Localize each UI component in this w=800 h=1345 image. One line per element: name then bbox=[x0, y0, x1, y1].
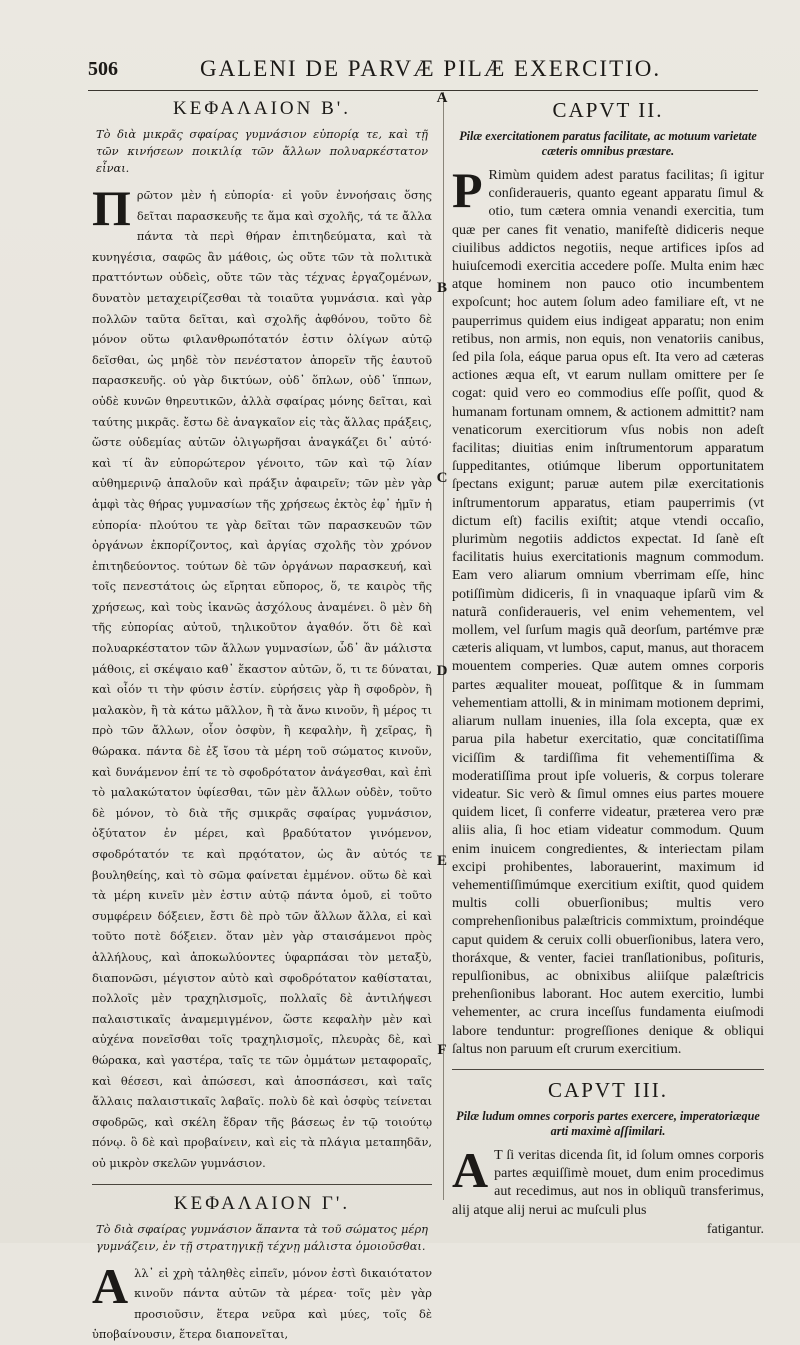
chapter-body-3 bbox=[452, 1141, 764, 1220]
greek-column bbox=[92, 94, 432, 1345]
margin-letter-f: F bbox=[437, 1042, 447, 1058]
margin-letters bbox=[434, 90, 450, 1190]
chapter-heading-g: ΚΕΦΑΛΑΙΟΝ Γ'. bbox=[173, 1192, 351, 1214]
margin-letter-a: A bbox=[436, 90, 448, 106]
section-rule-left bbox=[92, 1184, 432, 1185]
running-head: GALENI DE PARVÆ PILÆ EXERCITIO. bbox=[200, 56, 662, 81]
catchword: fatigantur. bbox=[706, 1221, 764, 1237]
chapter-heading-3: CAPVT III. bbox=[548, 1077, 668, 1102]
dropcap-b: Π bbox=[92, 180, 131, 236]
chapter-summary-3: Pilæ ludum omnes corporis partes exercere, imperatoriæque arti maximè aſſimilari. bbox=[456, 1108, 760, 1138]
chapter-summary-g: Τὸ διὰ σφαίρας γυμνάσιον ἅπαντα τὰ τοῦ σώματος μέρη γυμνάζειν, ἐν τῇ στρατηγικῇ τέχνῃ μάλιστα ὁμοιοῦσθαι. bbox=[96, 1221, 428, 1253]
chapter-heading-2: CAPVT II. bbox=[552, 98, 664, 122]
chapter-body-b bbox=[92, 180, 432, 1174]
latin-column bbox=[452, 94, 764, 1238]
dropcap-3: A bbox=[452, 1141, 489, 1198]
page-header bbox=[0, 52, 800, 86]
margin-letter-c: C bbox=[436, 470, 448, 486]
chapter-text-3: T ſi veritas dicenda ſit, id ſolum omnes corporis partes æquiſſimè mouet, dum enim procedimus aut recedimus, aut nos in obliquũ transferimus, alij atque alij nerui ac muſculi plus bbox=[452, 1147, 764, 1218]
chapter-heading-b: ΚΕΦΑΛΑΙΟΝ Β'. bbox=[173, 98, 351, 119]
chapter-text-2: Rimùm quidem adest paratus facilitas; ſi igitur conſideraueris, quanto egeant apparatu ſimul & otio, tum cætera omnia venandi exercitia, tum quæ per canes fit venatio, manifeſtè didiceris neque ciuilibus addictos negotiis, neque artifices ipſos ad huiuſcemodi exercitia accedere poſſe. Multa enim hæc atque hominem non pauco otio incumbentem expoſcunt; hoc autem ſolum adeo familiare eſt, vt ne pauperrimus quidem eius indigeat apparatu; non enim retibus, non armis, non equis, non venatoriis canibus, ſed pila ſola, eáque parua opus eſt. Ita vero ad cæteras actiones æqua eſt, vt earum nullam omittere per ſe cogat: quid vero eo commodius eſſe poſſit, quod & humanam fortunam omnem, & actionem admittit? nam venaticorum exercitiorum vſus nobis non adeſt facilitas; diuitias enim inſtrumentorum apparatum ſuppeditantes, otiúmque liberum opportunitatem ſpectans exigunt; paruæ autem pilæ exercitationis inſtrumentorum apparatus, etiam pauperrimis (vt dictum eſt) facilis exiſtit; atque vtendi occaſio, plurimùm negotiis addictos expectat. Id ſanè eſt facilitatis huius exercitationis magnum commodum. Eam vero aliarum omnium vberrimam eſſe, hinc potiſſimùm didiceris, ſi in vnaquaque ipſarũ vim & naturã conſideraueris, vel enim vehementem, vel mollem, vel ſurſum magis quã deorſum, partémve præ cæteris aliquam, vt lumbos, caput, manus, aut thoracem mouentem comperies. Quæ autem omnes corporis partes æqualiter moueat, poſſitque & in ſummam vehementiam attolli, & in minimam motionem deprimi, aliarum nullam inuenies, illa ſola excepta, quæ ex parua pila habetur exercitatio, quæ concitatiſſima viciſſim & tardiſſima fit vehementiſſima & moderatiſſima prout ipſe volueris, & corpus tolerare videatur. Sic verò & ſimul omnes eius partes mouere quidem licet, ſi conferre videatur, præterea vero præ aliis alia, ſi hoc etiam videatur commodum. Quum enim inuicem congredientes, & interiectam pilam excipi prohibentes, laborauerint, maximum id vehementiſſimúmque exercitium exiſtit, quod quidem multis colli obuerſionibus; multis vero comprehenſionibus palæſtricis commixtum, proindéque caput quidem & ceruix colli obuerſionibus, latera vero, thoráxque, & venter, faciei tranſlationibus, poſituris, repulſionibus, ac obnixibus aliiſque palæſtricis prehenſionibus laborant. Hoc autem exercitio, lumbi vehementer, ac crura inceſſus fundamenta eiuſmodi labore tenduntur: progreſſiones denique & obliqui ſaltus non paruum eſt crurum exercitium. bbox=[452, 168, 764, 1057]
margin-letter-e: E bbox=[436, 853, 447, 869]
chapter-text-b: ρῶτον μὲν ἡ εὐπορία· εἰ γοῦν ἐννοήσαις ὅσης δεῖται παρασκευῆς τε ἅμα καὶ σχολῆς, τά τε ἄλλα πάντα τὰ περὶ θήραν ἐπιτηδεύματα, καὶ τὰ κυνηγέσια, σαφῶς ἂν μάθοις, ὡς οὔτε τῶν τὰ πολιτικὰ πραττόντων οὐδεὶς, οὔτε τῶν τὰς τέχνας ἐργαζομένων, δυνατὸν μεταχειρίζεσθαι τὰ τοιαῦτα γυμνάσια. καὶ γὰρ πολλῶν ταῦτα δεῖται, καὶ σχολῆς ἀφθόνου, τοῦτο δὲ μόνον οὕτω φιλανθρωπότατόν ἐστιν ὀλίγων αὐτῷ δεῖσθαι, ὡς μηδὲ τὸν πενέστατον ἀπορεῖν τῆς ἑαυτοῦ παρασκευῆς. οὐ γὰρ δικτύων, οὐδ᾽ ὅπλων, οὐδ᾽ ἵππων, οὐδὲ κυνῶν θηρευτικῶν, ἀλλὰ σφαίρας μόνης δεῖται, καὶ ταύτης μικρᾶς. ἔστω δὲ ἀναγκαῖον εἰς τὰς ἄλλας πράξεις, ὥστε οὐδεμίας αὐτῶν ὀλιγωρῆσαι ἀναγκάζει δι᾽ αὐτό· καὶ τί ἂν εὐπορώτερον γένοιτο, τῶν καὶ τῷ λίαν αὐθημερινῷ ἀπαλοῦν καὶ πράξιν ἀφαιρεῖν; τῶν μὲν γὰρ ἀμφὶ τὰς θήρας γυμνασίων τῆς χρήσεως ἐκτὸς ἐφ᾽ ἡμῖν ἡ εὐπορία· πλούτου τε γὰρ δεῖται τῶν παρασκευῶν τῶν ὀργάνων ἐκπορίζοντος, καὶ ἀργίας σχολῆς τὸν χρόνον ἐπιτηδεύοντος. τούτων δὲ τῶν ὀργάνων παρασκευή, καὶ τοῖς πενεστάτοις ὡς εἴρηται εὔπορος, ὅ, τε καιρὸς τῆς χρήσεως, καὶ τοὺς ἱκανῶς ἀσχόλους ἀναμένει. ὃ μὲν δὴ τῆς εὐπορίας αὐτοῦ, τηλικοῦτον ἀγαθόν. ὅτι δὲ καὶ πολυαρκέστατον τῶν ἄλλων γυμνασίων, ὧδ᾽ ἂν μάλιστα μάθοις, εἰ σκέψαιο καθ᾽ ἕκαστον αὐτῶν, ὅ, τι τε δύναται, καὶ οἷόν τι τὴν φύσιν ἐστίν. εὑρήσεις γὰρ ἢ σφοδρὸν, ἢ μαλακὸν, ἢ τὰ κάτω μᾶλλον, ἢ τὰ ἄνω κινοῦν, ἢ μέρος τι πρὸ τῶν ἄλλων, οἷον ὀσφὺν, ἢ κεφαλὴν, ἢ χεῖρας, ἢ θώρακα. πάντα δὲ ἐξ ἴσου τὰ μέρη τοῦ σώματος κινοῦν, καὶ δυνάμενον ἐπί τε τὸ σφοδρότατον ἀνάγεσθαι, καὶ ἐπὶ τὸ μαλακώτατον ὑφίεσθαι, τῶν μὲν ἄλλων οὐδὲν, τοῦτο δὲ μόνον, τὸ διὰ τῆς σμικρᾶς σφαίρας γυμνάσιον, ὀξύτατον ἐν μέρει, καὶ βραδύτατον γινόμενον, σφοδρότατόν τε καὶ πρᾳότατον, ὡς ἂν αὐτός τε βουληθείης, καὶ τὸ σῶμα φαίνεται ἐμμένον. οὕτω δὲ καὶ τὰ μέρη κινεῖν μὲν ἐστιν αὐτῷ πάντα ὁμοῦ, εἰ τοῦτο συμφέρειν δόξειεν, ἔστι δὲ πρὸ τῶν ἄλλων ἄλλα, εἰ καὶ τοῦτο ποτὲ δόξειεν. ὅταν μὲν γὰρ σταισάμενοι πρὸς ἀλλήλους, καὶ ἀποκωλύοντες ὑφαρπάσαι τὸν μεταξὺ, διαπονῶσι, μέγιστον αὐτὸ καὶ σφοδρότατον καθίσταται, πολλοῖς μὲν τραχηλισμοῖς, πολλαῖς δὲ ἀντιλήψεσι παλαιστικαῖς ἀναμεμιγμένον, ὥστε κεφαλὴν μὲν καὶ αὐχένα πονεῖσθαι τοῖς τραχηλισμοῖς, πλευρὰς δὲ, καὶ θώρακα, καὶ γαστέρα, ταῖς τε τῶν ὀμμάτων μεταφοραῖς, καὶ θέσεσι, καὶ ἀπώσεσι, καὶ ἀποσπάσεσι, καὶ ταῖς ἄλλαις παλαιστικαῖς λαβαῖς. πολὺ δὲ καὶ ὀσφὺς τείνεται σφοδρῶς, καὶ σκέλη ἕδραν τῆς βάσεως ἐν τῷ τοιούτῳ πόνῳ. ὃ δὲ καὶ προβαίνειν, καὶ εἰς τὰ πλάγια μεταπηδᾶν, οὐ μικρὸν σκελῶν γυμνάσιον. bbox=[92, 188, 432, 1170]
chapter-summary-2: Pilæ exercitationem paratus facilitate, ac motuum varietate cæteris omnibus præstare. bbox=[459, 129, 757, 158]
header-rule bbox=[88, 90, 758, 91]
page-number: 506 bbox=[88, 58, 118, 80]
chapter-body-2 bbox=[452, 162, 764, 1059]
chapter-text-g: λλ᾽ εἰ χρὴ τἀληθὲς εἰπεῖν, μόνον ἐστὶ δικαιότατον κινοῦν πάντα αὐτῶν τὰ μέρεα· τοῖς μὲν γὰρ προσιοῦσιν, ἕτερα νεῦρα καὶ μύες, τοῖς δὲ ὑποβαίνουσιν, ἕτερα διαπονεῖται, bbox=[92, 1265, 432, 1342]
margin-letter-d: D bbox=[436, 663, 448, 679]
dropcap-2: P bbox=[452, 162, 483, 218]
chapter-body-g bbox=[92, 1257, 432, 1345]
dropcap-g: Α bbox=[92, 1257, 129, 1314]
margin-letter-b: B bbox=[436, 280, 447, 296]
section-rule-right bbox=[452, 1069, 764, 1070]
chapter-summary-b: Τὸ διὰ μικρᾶς σφαίρας γυμνάσιον εὐπορίᾳ τε, καὶ τῇ τῶν κινήσεων ποικιλίᾳ τῶν ἄλλων πολυαρκέστατον εἶναι. bbox=[96, 127, 428, 175]
